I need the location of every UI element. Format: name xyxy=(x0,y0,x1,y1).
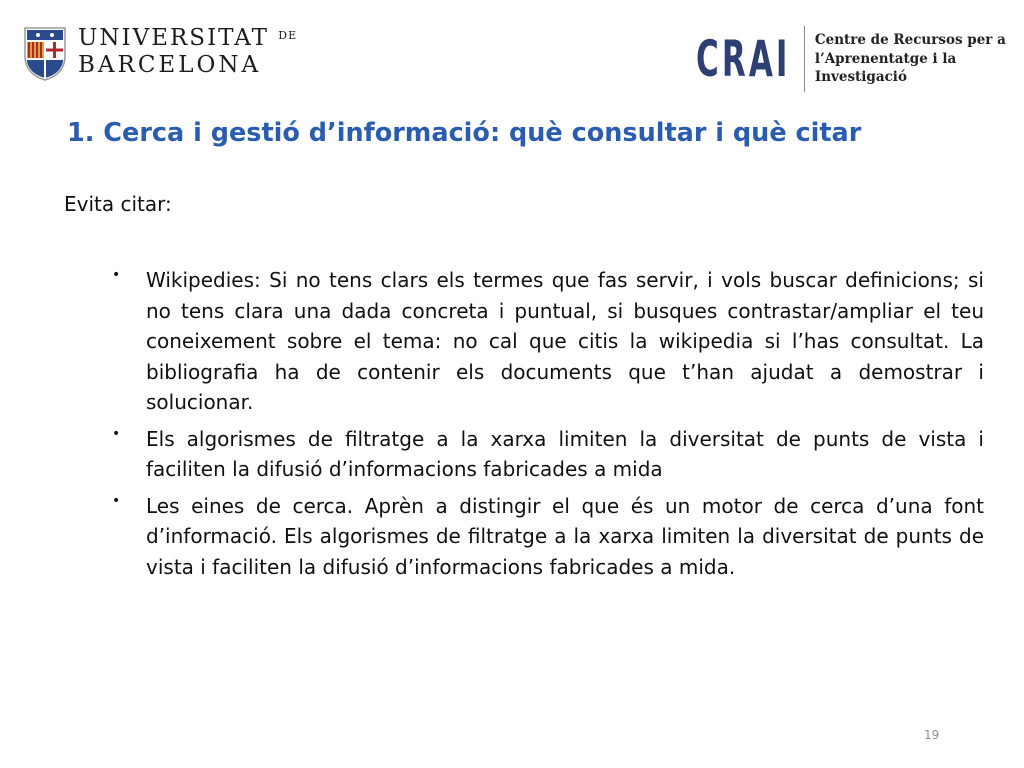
university-name-suffix: DE xyxy=(278,29,298,42)
crai-description-line2: l’Aprenentatge i la Investigació xyxy=(814,50,957,86)
bullet-text: Els algorismes de filtratge a la xarxa limiten la diversitat de punts de vista i faciliten la difusió d’informacions fabricades a mida xyxy=(146,426,984,481)
bullet-marker: • xyxy=(112,425,121,442)
bullet-item xyxy=(112,424,984,485)
bullet-marker: • xyxy=(112,267,121,283)
bullet-item xyxy=(112,265,984,418)
university-name-line1: UNIVERSITAT xyxy=(78,25,269,51)
crai-wordmark: CRAI xyxy=(696,30,791,88)
bullet-item xyxy=(112,491,984,583)
slide-title: 1. Cerca i gestió d’informació: què consultar i què citar xyxy=(67,118,862,148)
slide-header xyxy=(0,0,1024,100)
university-logo xyxy=(22,22,297,82)
slide-intro: Evita citar: xyxy=(64,192,172,216)
crai-logo xyxy=(696,26,1024,92)
university-name-line2: BARCELONA xyxy=(78,52,262,78)
bullet-marker: • xyxy=(112,492,121,509)
bullet-list xyxy=(112,265,984,588)
bullet-text: Les eines de cerca. Aprèn a distingir el que és un motor de cerca d’una font d’informació. Els algorismes de filtratge a la xarxa limiten la diversitat de punts de vista i faciliten la difusió d’informacions fabricades a mida. xyxy=(146,493,984,579)
page-number: 19 xyxy=(924,728,940,742)
bullet-text: Wikipedies: Si no tens clars els termes que fas servir, i vols buscar definicions; si no tens clara una dada concreta i puntual, si busques contrastar/ampliar el teu coneixement sobre el tema: no cal que citis la wikipedia si l’has consultat. La bibliografia ha de contenir els documents que t’han ajudat a demostrar i solucionar. xyxy=(146,268,984,414)
crai-divider xyxy=(804,26,805,92)
crai-description xyxy=(815,31,1024,88)
crai-description-line1: Centre de Recursos per a xyxy=(814,31,1006,48)
university-shield-icon xyxy=(22,22,68,82)
university-wordmark xyxy=(78,27,297,77)
